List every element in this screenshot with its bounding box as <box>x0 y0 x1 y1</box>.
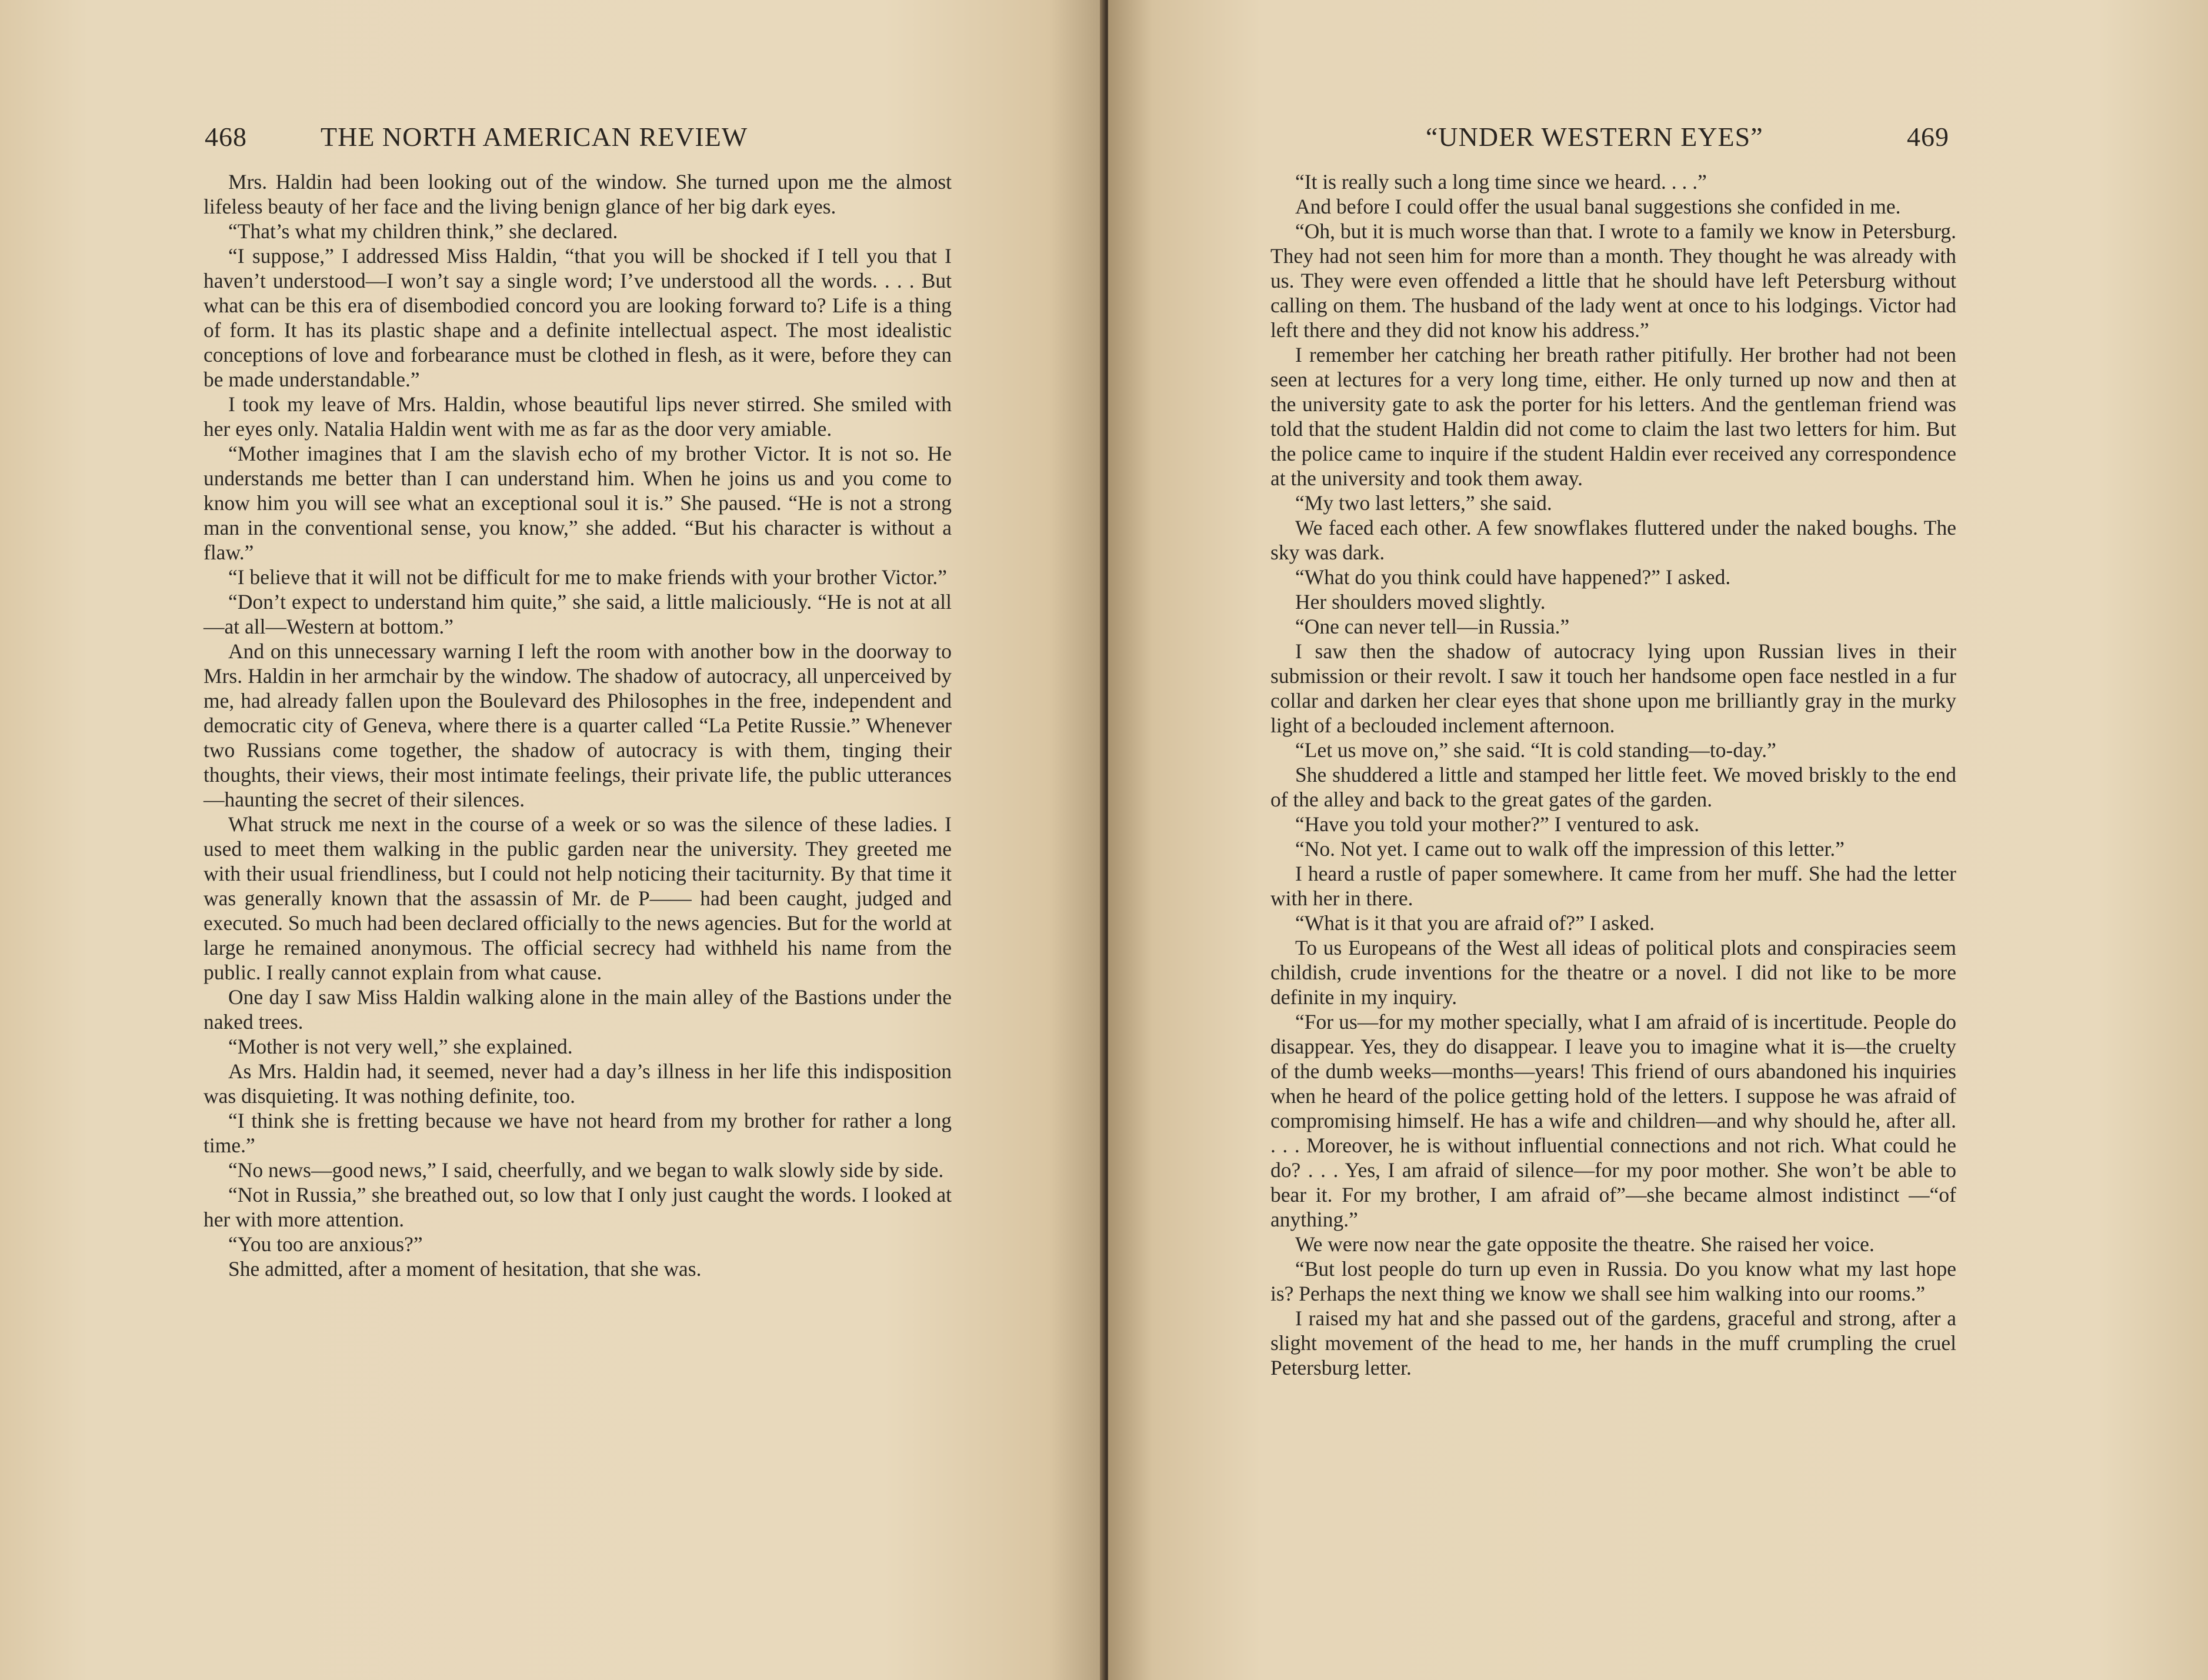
running-title: “UNDER WESTERN EYES” <box>1426 122 1763 152</box>
paragraph: As Mrs. Haldin had, it seemed, never had a day’s illness in her life this indisposition was disquieting. It was nothing definite, too. <box>204 1059 952 1108</box>
paragraph: We faced each other. A few snowflakes fluttered under the naked boughs. The sky was dark. <box>1270 516 1956 564</box>
paragraph: “Don’t expect to understand him quite,” she said, a little maliciously. “He is not at all—at all—Western at bottom.” <box>204 590 952 638</box>
paragraph: “No news—good news,” I said, cheerfully, and we began to walk slowly side by side. <box>228 1158 944 1182</box>
paragraph: “For us—for my mother specially, what I am afraid of is incertitude. People do disappear. Yes, they do disappear. I leave you to imagine what it is—the cruelty of the dumb weeks—months—years! This friend of ours abandoned his inquiries when he heard of the police getting hold of the letters. I suppose he was afraid of compromising himself. He has a wife and children—and why should he, after all. . . . Moreover, he is without influential connections and not rich. What could he do? . . . Yes, I am afraid of silence—for my poor mother. She won’t be able to bear it. For my brother, I am afraid of”—she became almost indistinct —“of anything.” <box>1270 1010 1956 1231</box>
paragraph: Mrs. Haldin had been looking out of the window. She turned upon me the almost lifeless beauty of her face and the living benign glance of her big dark eyes. <box>204 170 952 218</box>
paragraph: “Oh, but it is much worse than that. I wrote to a family we know in Petersburg. They had not seen him for more than a month. They thought he was already with us. They were even offended a little that he should have left Petersburg without calling on them. The husband of the lady went at once to his lodgings. Victor had left there and they did not know his address.” <box>1270 219 1956 342</box>
paragraph: “No. Not yet. I came out to walk off the impression of this letter.” <box>1295 837 1845 861</box>
running-title: THE NORTH AMERICAN REVIEW <box>321 122 748 152</box>
right-page <box>1108 0 2208 1680</box>
paragraph: “Not in Russia,” she breathed out, so low that I only just caught the words. I looked at her with more attention. <box>204 1183 952 1231</box>
paragraph: “I think she is fretting because we have not heard from my brother for rather a long time.” <box>204 1109 952 1157</box>
paragraph: She shuddered a little and stamped her little feet. We moved briskly to the end of the alley and back to the great gates of the garden. <box>1270 763 1956 811</box>
paragraph: “I believe that it will not be difficult for me to make friends with your brother Victor.” <box>228 565 947 589</box>
paragraph: “It is really such a long time since we heard. . . .” <box>1295 170 1707 194</box>
paragraph: I took my leave of Mrs. Haldin, whose beautiful lips never stirred. She smiled with her eyes only. Natalia Haldin went with me as far as the door very amiable. <box>204 392 952 441</box>
paragraph: I remember her catching her breath rather pitifully. Her brother had not been seen at lectures for a very long time, either. He only turned up now and then at the university gate to ask the porter for his letters. And the gentleman friend was told that the student Haldin did not come to claim the last two letters for him. But the police came to inquire if the student Haldin ever received any correspondence at the university and took them away. <box>1270 343 1956 490</box>
paragraph: What struck me next in the course of a week or so was the silence of these ladies. I used to meet them walking in the public garden near the university. They greeted me with their usual friendliness, but I could not help noticing their taciturnity. By that time it was generally known that the assassin of Mr. de P—— had been caught, judged and executed. So much had been declared officially to the news agencies. But for the world at large he remained anonymous. The official secrecy had withheld his name from the public. I really cannot explain from what cause. <box>204 812 952 984</box>
page-number: 469 <box>1907 122 1949 152</box>
paragraph: I heard a rustle of paper somewhere. It came from her muff. She had the letter with her in there. <box>1270 862 1956 910</box>
paragraph: “What is it that you are afraid of?” I asked. <box>1295 911 1655 935</box>
paragraph: I saw then the shadow of autocracy lying upon Russian lives in their submission or their revolt. I saw it touch her handsome open face nestled in a fur collar and darken her clear eyes that shone upon me brilliantly gray in the murky light of a beclouded inclement afternoon. <box>1270 639 1956 737</box>
paragraph: One day I saw Miss Haldin walking alone in the main alley of the Bastions under the naked trees. <box>204 985 952 1034</box>
paragraph: “Mother imagines that I am the slavish echo of my brother Victor. It is not so. He understands me better than I can understand him. When he joins us and you come to know him you will see what an exceptional soul it is.” She paused. “He is not a strong man in the conventional sense, you know,” she added. “But his character is without a flaw.” <box>204 442 952 564</box>
right-page-body <box>1270 169 1956 1380</box>
left-page-header <box>205 121 952 156</box>
paragraph: Her shoulders moved slightly. <box>1295 590 1546 614</box>
paragraph: “But lost people do turn up even in Russia. Do you know what my last hope is? Perhaps the next thing we know we shall see him walking into our rooms.” <box>1270 1257 1956 1305</box>
paragraph: I raised my hat and she passed out of the gardens, graceful and strong, after a slight movement of the head to me, her hands in the muff crumpling the cruel Petersburg letter. <box>1270 1306 1956 1379</box>
paragraph: “You too are anxious?” <box>228 1232 423 1256</box>
paragraph: And before I could offer the usual banal suggestions she confided in me. <box>1295 195 1901 218</box>
left-page-body <box>204 169 952 1281</box>
paragraph: “Have you told your mother?” I ventured to ask. <box>1295 812 1700 836</box>
right-page-header <box>1426 121 1949 156</box>
paragraph: To us Europeans of the West all ideas of political plots and conspiracies seem childish, crude inventions for the theatre or a novel. I did not like to be more definite in my inquiry. <box>1270 936 1956 1009</box>
paragraph: “What do you think could have happened?” I asked. <box>1295 565 1731 589</box>
paragraph: “My two last letters,” she said. <box>1295 491 1552 515</box>
paragraph: “Let us move on,” she said. “It is cold standing—to-day.” <box>1295 738 1776 762</box>
page-number: 468 <box>205 122 247 152</box>
paragraph: “That’s what my children think,” she declared. <box>228 219 618 243</box>
paragraph: “One can never tell—in Russia.” <box>1295 615 1570 638</box>
paragraph: And on this unnecessary warning I left the room with another bow in the doorway to Mrs. Haldin in her armchair by the window. The shadow of autocracy, all unperceived by me, had already fallen upon the Boulevard des Philosophes in the free, independent and democratic city of Geneva, where there is a quarter called “La Petite Russie.” Whenever two Russians come together, the shadow of autocracy is with them, tinging their thoughts, their views, their most intimate feelings, their private life, the public utterances—haunting the secret of their silences. <box>204 639 952 811</box>
paragraph: “Mother is not very well,” she explained. <box>228 1035 573 1058</box>
paragraph: “I suppose,” I addressed Miss Haldin, “that you will be shocked if I tell you that I haven’t understood—I won’t say a single word; I’ve understood all the words. . . . But what can be this era of disembodied concord you are looking forward to? Life is a thing of form. It has its plastic shape and a definite intellectual aspect. The most idealistic conceptions of love and forbearance must be clothed in flesh, as it were, before they can be made understandable.” <box>204 244 952 391</box>
paragraph: We were now near the gate opposite the theatre. She raised her voice. <box>1295 1232 1875 1256</box>
paragraph: She admitted, after a moment of hesitation, that she was. <box>228 1257 702 1281</box>
